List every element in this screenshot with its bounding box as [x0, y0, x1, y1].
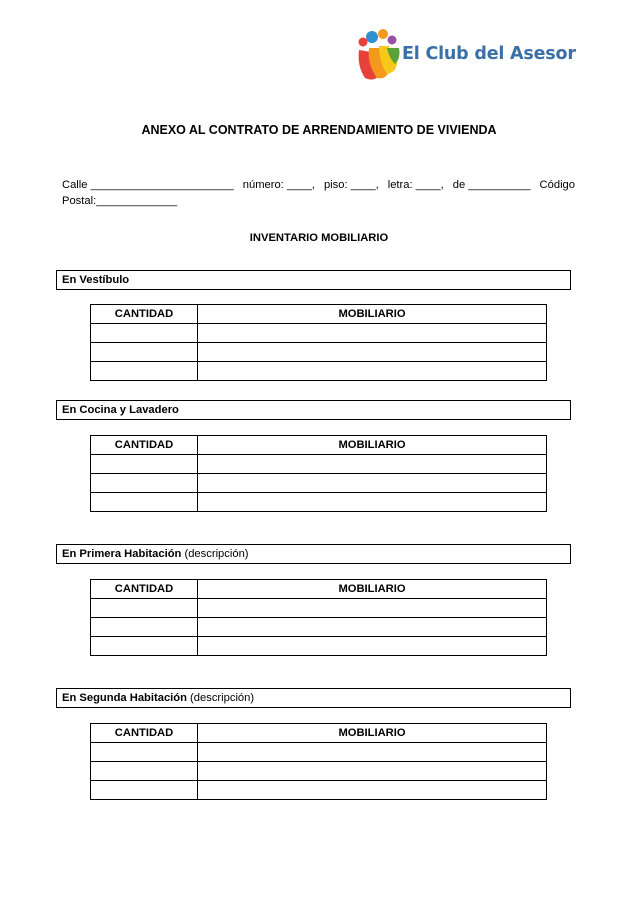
people-logo-icon	[355, 28, 401, 82]
inventory-table-primera-habitacion	[90, 579, 547, 656]
mobiliario-cell[interactable]	[198, 618, 547, 637]
address-de: de __________	[452, 179, 531, 191]
mobiliario-cell[interactable]	[198, 762, 547, 781]
column-header-cantidad: CANTIDAD	[91, 436, 198, 455]
section-header-primera-habitacion	[56, 544, 571, 564]
brand-logo	[355, 28, 580, 84]
cantidad-cell[interactable]	[91, 362, 198, 381]
mobiliario-cell[interactable]	[198, 493, 547, 512]
document-title: ANEXO AL CONTRATO DE ARRENDAMIENTO DE VIVIENDA	[141, 123, 497, 137]
address-postal: Postal:_____________	[62, 195, 178, 207]
table-row	[91, 762, 547, 781]
table-row	[91, 362, 547, 381]
mobiliario-cell[interactable]	[198, 637, 547, 656]
logo-text: El Club del Asesor	[402, 44, 576, 64]
column-header-mobiliario: MOBILIARIO	[198, 724, 547, 743]
table-row	[91, 324, 547, 343]
cantidad-cell[interactable]	[91, 743, 198, 762]
address-calle: Calle _______________________	[62, 179, 234, 191]
table-row	[91, 343, 547, 362]
table-header-row	[91, 305, 547, 324]
mobiliario-cell[interactable]	[198, 362, 547, 381]
cantidad-cell[interactable]	[91, 474, 198, 493]
table-row	[91, 474, 547, 493]
mobiliario-cell[interactable]	[198, 343, 547, 362]
column-header-cantidad: CANTIDAD	[91, 305, 198, 324]
section-title: En Cocina y Lavadero	[62, 404, 179, 416]
address-codigo: Código	[539, 179, 575, 191]
section-title: En Primera Habitación	[62, 548, 182, 560]
table-row	[91, 599, 547, 618]
cantidad-cell[interactable]	[91, 324, 198, 343]
address-block	[62, 177, 575, 209]
cantidad-cell[interactable]	[91, 781, 198, 800]
address-letra: letra: ____,	[387, 179, 444, 191]
cantidad-cell[interactable]	[91, 637, 198, 656]
cantidad-cell[interactable]	[91, 343, 198, 362]
mobiliario-cell[interactable]	[198, 474, 547, 493]
cantidad-cell[interactable]	[91, 599, 198, 618]
mobiliario-cell[interactable]	[198, 455, 547, 474]
inventory-table-segunda-habitacion	[90, 723, 547, 800]
column-header-mobiliario: MOBILIARIO	[198, 580, 547, 599]
table-row	[91, 493, 547, 512]
table-row	[91, 618, 547, 637]
inventory-table-vestibulo	[90, 304, 547, 381]
cantidad-cell[interactable]	[91, 618, 198, 637]
table-row	[91, 781, 547, 800]
section-note: (descripción)	[181, 548, 249, 560]
inventory-table-cocina	[90, 435, 547, 512]
table-row	[91, 455, 547, 474]
table-header-row	[91, 724, 547, 743]
mobiliario-cell[interactable]	[198, 781, 547, 800]
cantidad-cell[interactable]	[91, 455, 198, 474]
table-header-row	[91, 436, 547, 455]
section-header-cocina	[56, 400, 571, 420]
address-piso: piso: ____,	[323, 179, 379, 191]
section-note: (descripción)	[186, 692, 255, 704]
column-header-mobiliario: MOBILIARIO	[198, 436, 547, 455]
column-header-mobiliario: MOBILIARIO	[198, 305, 547, 324]
table-row	[91, 743, 547, 762]
cantidad-cell[interactable]	[91, 493, 198, 512]
mobiliario-cell[interactable]	[198, 599, 547, 618]
mobiliario-cell[interactable]	[198, 743, 547, 762]
section-title: En Vestíbulo	[62, 274, 130, 286]
inventory-subtitle: INVENTARIO MOBILIARIO	[249, 232, 389, 244]
section-header-vestibulo	[56, 270, 571, 290]
column-header-cantidad: CANTIDAD	[91, 580, 198, 599]
column-header-cantidad: CANTIDAD	[91, 724, 198, 743]
table-header-row	[91, 580, 547, 599]
address-numero: número: ____,	[242, 179, 315, 191]
cantidad-cell[interactable]	[91, 762, 198, 781]
section-title: En Segunda Habitación	[62, 692, 187, 704]
section-header-segunda-habitacion	[56, 688, 571, 708]
table-row	[91, 637, 547, 656]
mobiliario-cell[interactable]	[198, 324, 547, 343]
